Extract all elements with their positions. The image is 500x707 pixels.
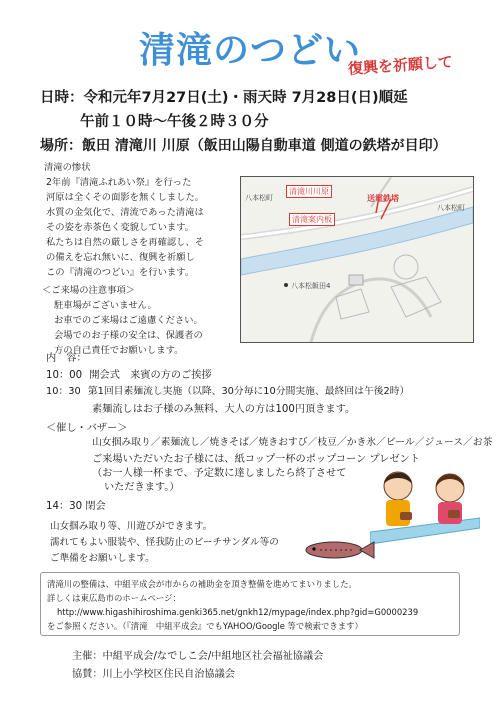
river-play-line: 山女掴み取り等、川遊びができます。 bbox=[50, 521, 213, 532]
map-label-town: 八本松町 bbox=[437, 204, 465, 212]
stalls-heading: ＜催し・バザー＞ bbox=[46, 423, 128, 434]
background-line: この『清滝のつどい』を行います。 bbox=[46, 267, 195, 278]
program-item-text: 開会式 来賓の方のご挨拶 bbox=[89, 370, 212, 381]
event-time: 午前１０時〜午後２時３０分 bbox=[80, 114, 269, 130]
page-subtitle: 復興を祈願して bbox=[347, 52, 454, 78]
map-drawing bbox=[241, 177, 473, 342]
map-label-area: 八本松飯田4 bbox=[291, 282, 331, 290]
background-line: 河原は全くその面影を無くしました。 bbox=[46, 192, 205, 203]
map-label-guide: 清滝案内板 bbox=[289, 213, 335, 226]
fish-icon bbox=[300, 538, 376, 566]
notice-line: お車でのご来場はご遠慮ください。 bbox=[54, 315, 203, 326]
notice-line: 会場でのお子様の安全は、保護者の bbox=[54, 330, 203, 341]
river-play-line: 濡れてもよい服装や、怪我防止のビーチサンダル等の bbox=[50, 537, 279, 548]
popcorn-note: ご来場いただいたお子様には、紙コップ一杯のポップコーン プレゼント bbox=[92, 454, 420, 465]
note-line: をご参照ください。（『清滝 中組平成会』でもYAHOO/Google 等で検索できます） bbox=[47, 621, 363, 631]
background-line: その姿を赤茶色く変貌しています。 bbox=[46, 222, 195, 233]
organizer: 主催：中組平成会/なでしこ会/中組地区社会福祉協議会 bbox=[72, 651, 324, 662]
somen-note: 素麺流しはお子様のみ無料、大人の方は100円頂きます。 bbox=[92, 404, 356, 415]
notice-line: 駐車場がございません。 bbox=[54, 300, 157, 311]
river-play-line: ご準備をお願いします。 bbox=[50, 553, 155, 564]
page-title: 清滝のつどい bbox=[138, 30, 361, 71]
event-place: 場所：飯田 清滝川 川原（飯田山陽自動車道 側道の鉄塔が目印） bbox=[40, 138, 447, 154]
map-label-river: 清滝川川原 bbox=[286, 185, 332, 198]
program-item bbox=[46, 383, 409, 397]
notice-section bbox=[42, 283, 237, 358]
notice-line: 方の自己責任でお願いします。 bbox=[54, 345, 184, 356]
popcorn-note-detail: いただきます。） bbox=[104, 482, 180, 493]
river-play-notes bbox=[50, 519, 279, 567]
closing-ceremony: 14：30 閉会 bbox=[46, 501, 106, 512]
background-section bbox=[46, 160, 236, 280]
background-line: 私たちは自然の厳しさを再確認し、そ bbox=[46, 237, 205, 248]
homepage-link[interactable]: http://www.higashihiroshima.genki365.net/gnkh12/mypage/index.php?gid=G0000239 bbox=[57, 607, 419, 617]
stalls-list: 山女掴み取り／素麺流し／焼きそば／焼きおすび／枝豆／かき氷／ビール／ジュース／お茶 bbox=[92, 437, 493, 448]
map-label-pylon: 送電鉄塔 bbox=[367, 194, 399, 203]
background-line: 水質の金気化で、清流であった清滝は bbox=[46, 207, 204, 218]
maintenance-note-box bbox=[40, 572, 460, 636]
notice-heading: ＜ご来場の注意事項＞ bbox=[42, 285, 135, 296]
note-line: 詳しくは東広島市のホームページ： bbox=[47, 593, 181, 603]
program-heading: 内 容： bbox=[46, 353, 87, 364]
program-item-time: 10：30 bbox=[46, 386, 81, 397]
location-map bbox=[240, 176, 474, 343]
children-illustration bbox=[370, 462, 480, 552]
program-item-text: 第1回目素麺流し実施（以降、30分毎に10分間実施、最終回は午後2時） bbox=[87, 386, 410, 397]
note-line: 清滝川の整備は、中組平成会が市からの補助金を頂き整備を進めてまいりました。 bbox=[47, 579, 357, 589]
background-heading: 清滝の惨状 bbox=[44, 162, 91, 173]
cooperation: 協賛：川上小学校区住民自治協議会 bbox=[72, 669, 235, 680]
background-line: 2年前『清滝ふれあい祭』を行った bbox=[46, 177, 192, 188]
event-date: 日時：令和元年7月27日(土)・雨天時 7月28日(日)順延 bbox=[40, 90, 408, 106]
children-drawing bbox=[370, 462, 480, 552]
popcorn-note-detail: （お一人様一杯まで、予定数に達しましたら終了させて bbox=[92, 468, 347, 479]
program-item bbox=[46, 366, 212, 381]
program-item-time: 10：00 bbox=[46, 370, 83, 381]
background-line: の備えを忘れ無いに、復興を祈願し bbox=[46, 252, 195, 263]
map-label-town: 八本松町 bbox=[245, 194, 273, 202]
